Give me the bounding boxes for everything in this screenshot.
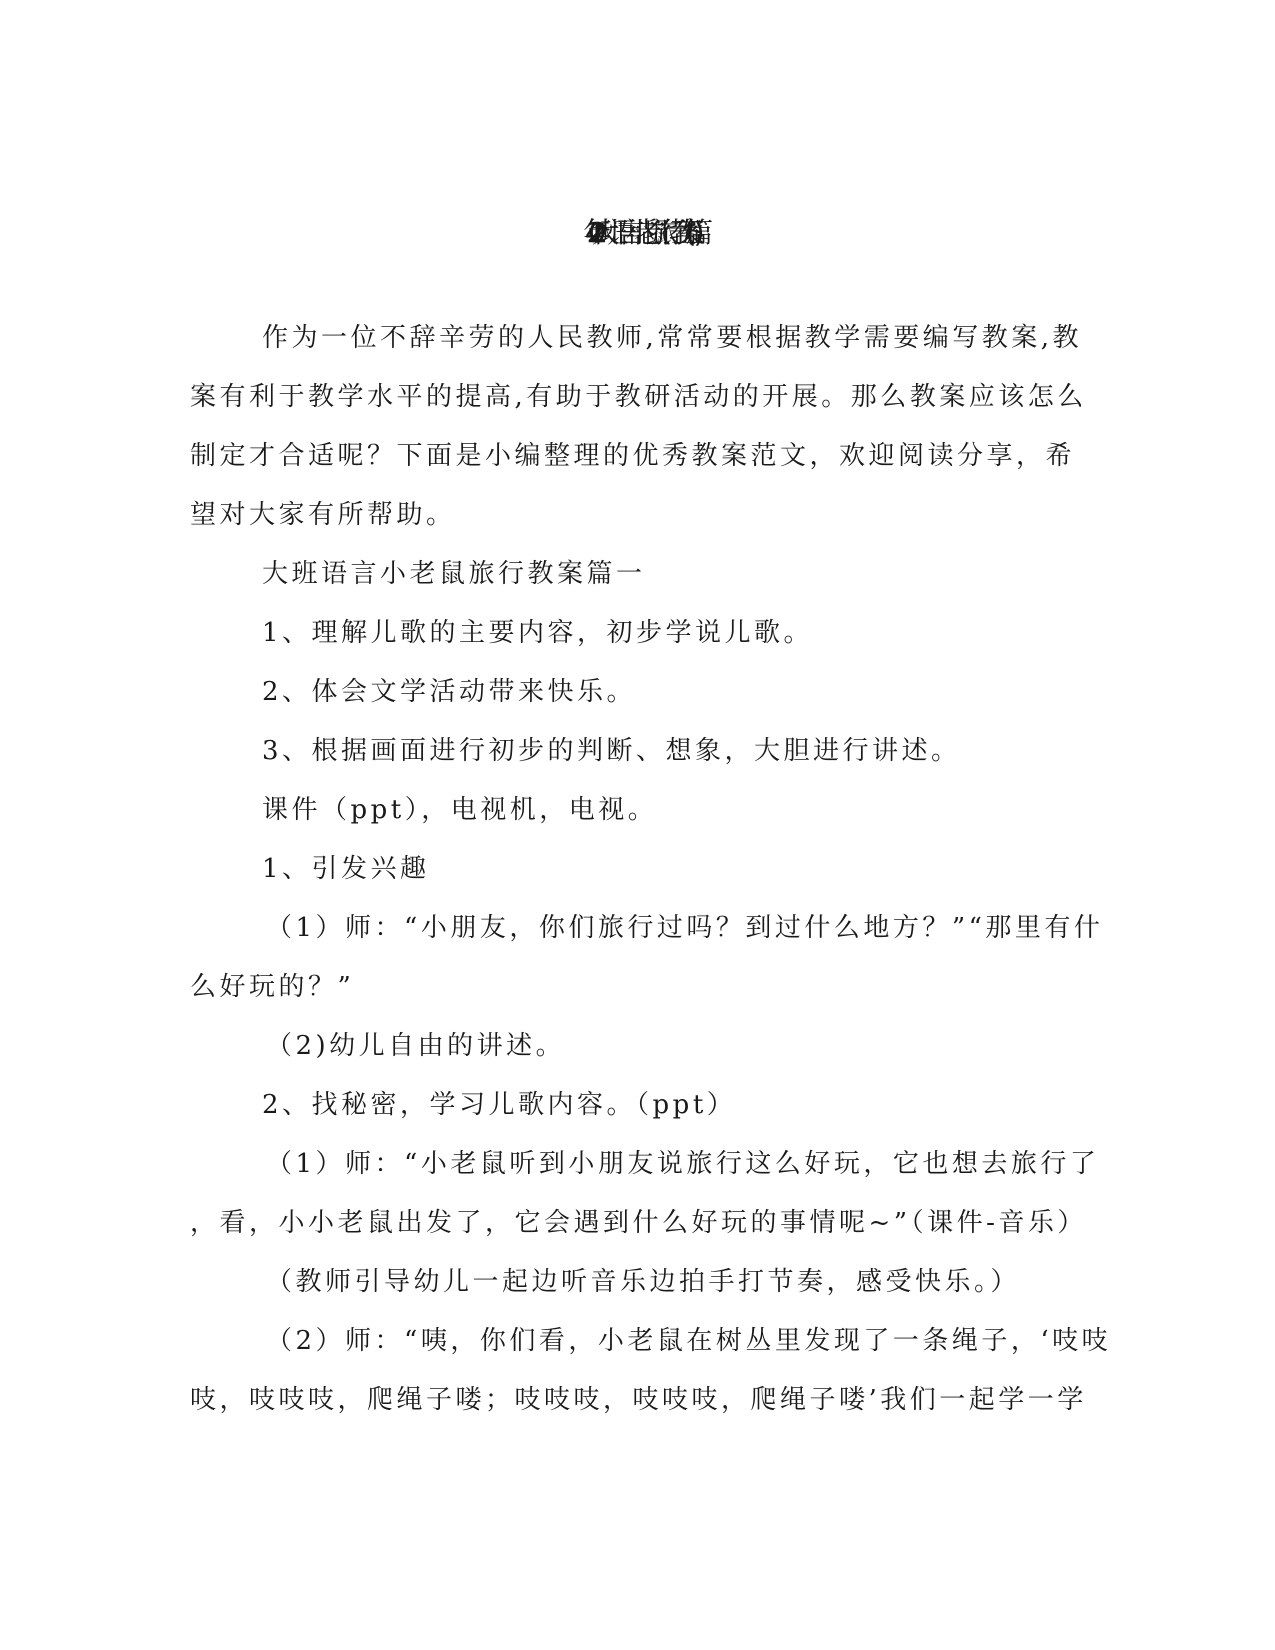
materials-line: 课件（ppt），电视机，电视。 <box>262 795 658 825</box>
step-1-heading: 1、引发兴趣 <box>262 854 430 884</box>
step-2-1-line-1: （1）师：“小老鼠听到小朋友说旅行这么好玩，它也想去旅行了 <box>266 1149 1100 1179</box>
intro-line-1: 作为一位不辞辛劳的人民教师,常常要根据教学需要编写教案,教 <box>262 323 1083 353</box>
section-heading: 大班语言小老鼠旅行教案篇一 <box>262 559 646 589</box>
intro-line-3: 制定才合适呢？下面是小编整理的优秀教案范文，欢迎阅读分享，希 <box>190 441 1076 471</box>
intro-line-4: 望对大家有所帮助。 <box>190 500 456 530</box>
step-2-1-line-2: ，看，小小老鼠出发了，它会遇到什么好玩的事情呢~”（课件-音乐） <box>190 1208 1087 1238</box>
teacher-note: （教师引导幼儿一起边听音乐边拍手打节奏，感受快乐。） <box>266 1267 1021 1297</box>
step-1-1-line-1: （1）师：“小朋友，你们旅行过吗？到过什么地方？”“那里有什 <box>266 913 1104 943</box>
step-1-2: （2)幼儿自由的讲述。 <box>266 1031 566 1061</box>
step-2-heading: 2、找秘密，学习儿歌内容。（ppt） <box>262 1090 737 1120</box>
goal-3: 3、根据画面进行初步的判断、想象，大胆进行讲述。 <box>262 736 961 766</box>
document-title: 2024年大班语言小老鼠旅行教案(五篇) <box>589 216 686 249</box>
goal-2: 2、体会文学活动带来快乐。 <box>262 677 637 707</box>
step-1-1-line-2: 么好玩的？” <box>190 972 355 1002</box>
step-2-2-line-1: （2）师：“咦，你们看，小老鼠在树丛里发现了一条绳子，‘吱吱 <box>266 1326 1112 1356</box>
step-2-2-line-2: 吱，吱吱吱，爬绳子喽；吱吱吱，吱吱吱，爬绳子喽’我们一起学一学 <box>190 1385 1087 1415</box>
goal-1: 1、理解儿歌的主要内容，初步学说儿歌。 <box>262 618 814 648</box>
intro-line-2: 案有利于教学水平的提高,有助于教研活动的开展。那么教案应该怎么 <box>190 382 1087 412</box>
